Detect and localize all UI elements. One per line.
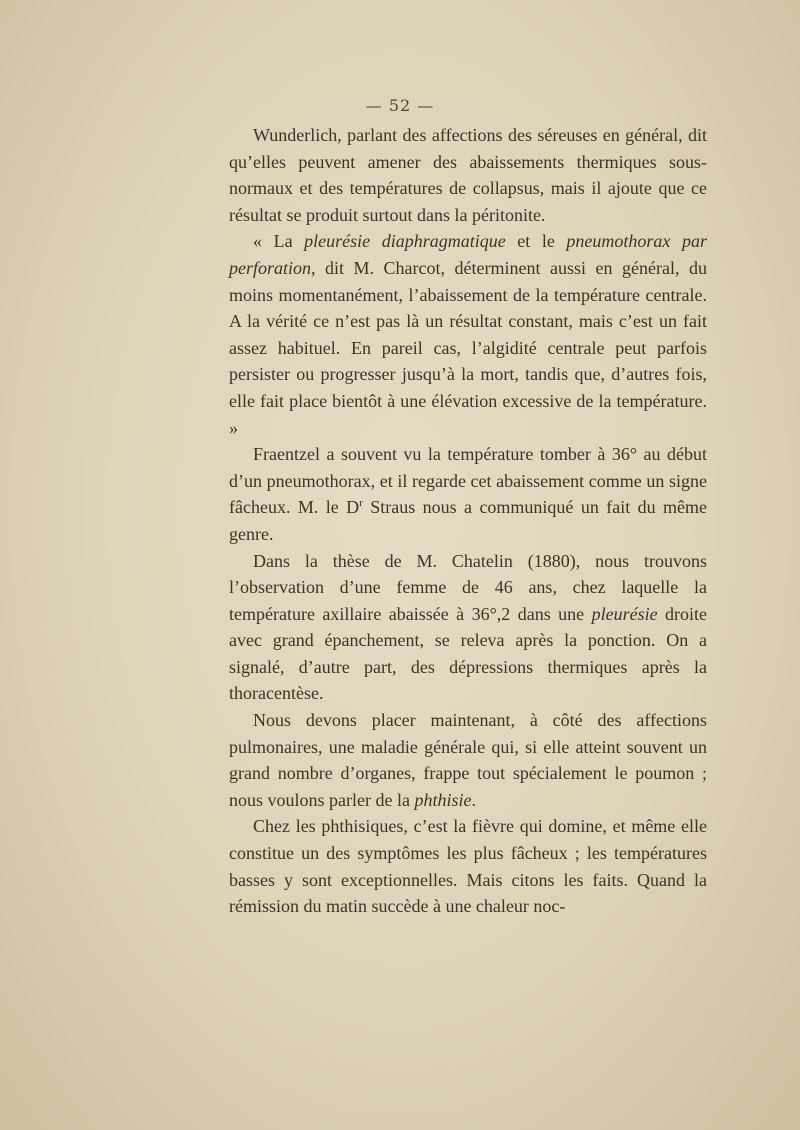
text-segment: , dit M. Charcot, déterminent aussi en général, du moins momentanément, l’abaissement de la température centrale. A la vérité ce n’est pas là un résultat constant, mais c’est un fait assez habituel. En pareil cas, l’algidité centrale peut parfois persister ou progresser jusqu’à la mort, tandis que, d’autres fois, elle fait place bientôt à une élévation excessive de la température. » <box>229 257 707 438</box>
paragraph <box>229 813 707 919</box>
text-segment: Wunderlich, parlant des affections des séreuses en général, dit qu’elles peuvent amener des abaissements thermiques sous-normaux et des températures de collapsus, mais il ajoute que ce résultat se produit surtout dans la péritonite. <box>229 125 707 225</box>
paragraph <box>229 228 707 441</box>
text-segment: . <box>471 789 476 810</box>
text-segment: et le <box>505 231 567 252</box>
text-segment: Dans la thèse de M. Chatelin (1880), nous trouvons l’observation d’une femme de 46 ans, chez laquelle la température axillaire abaissée à 36°,2 dans une <box>229 550 707 624</box>
text-segment: « La <box>253 231 305 252</box>
paragraph <box>229 548 707 708</box>
paragraph <box>229 122 707 228</box>
text-segment: Chez les phthisiques, c’est la fièvre qui domine, et même elle constitue un des symptômes les plus fâcheux ; les températures basses y sont exceptionnelles. Mais citons les faits. Quand la rémission du matin succède à une chaleur noc- <box>229 816 707 917</box>
superscript-text: r <box>359 497 363 510</box>
italic-text: pleurésie diaphragmatique <box>304 231 506 252</box>
text-segment: droite avec grand épanchement, se releva après la ponction. On a signalé, d’autre part, des dépressions thermiques après la thoracentèse. <box>229 603 707 704</box>
paragraph <box>229 707 707 813</box>
italic-text: pleurésie <box>591 603 658 624</box>
body-text <box>229 122 707 920</box>
text-segment: Fraentzel a souvent vu la température tomber à 36° au début d’un pneumothorax, et il regarde cet abaissement comme un signe fâcheux. M. le D <box>229 444 707 518</box>
italic-text: phthisie <box>414 789 472 810</box>
text-segment: Straus nous a communiqué un fait du même genre. <box>229 497 707 544</box>
page-number: — 52 — <box>365 96 435 115</box>
italic-text: pneumothorax par perforation <box>229 231 707 278</box>
paragraph <box>229 441 707 547</box>
text-segment: Nous devons placer maintenant, à côté des affections pulmonaires, une maladie générale qui, si elle atteint souvent un grand nombre d’organes, frappe tout spécialement le poumon ; nous voulons parler de la <box>229 710 707 810</box>
